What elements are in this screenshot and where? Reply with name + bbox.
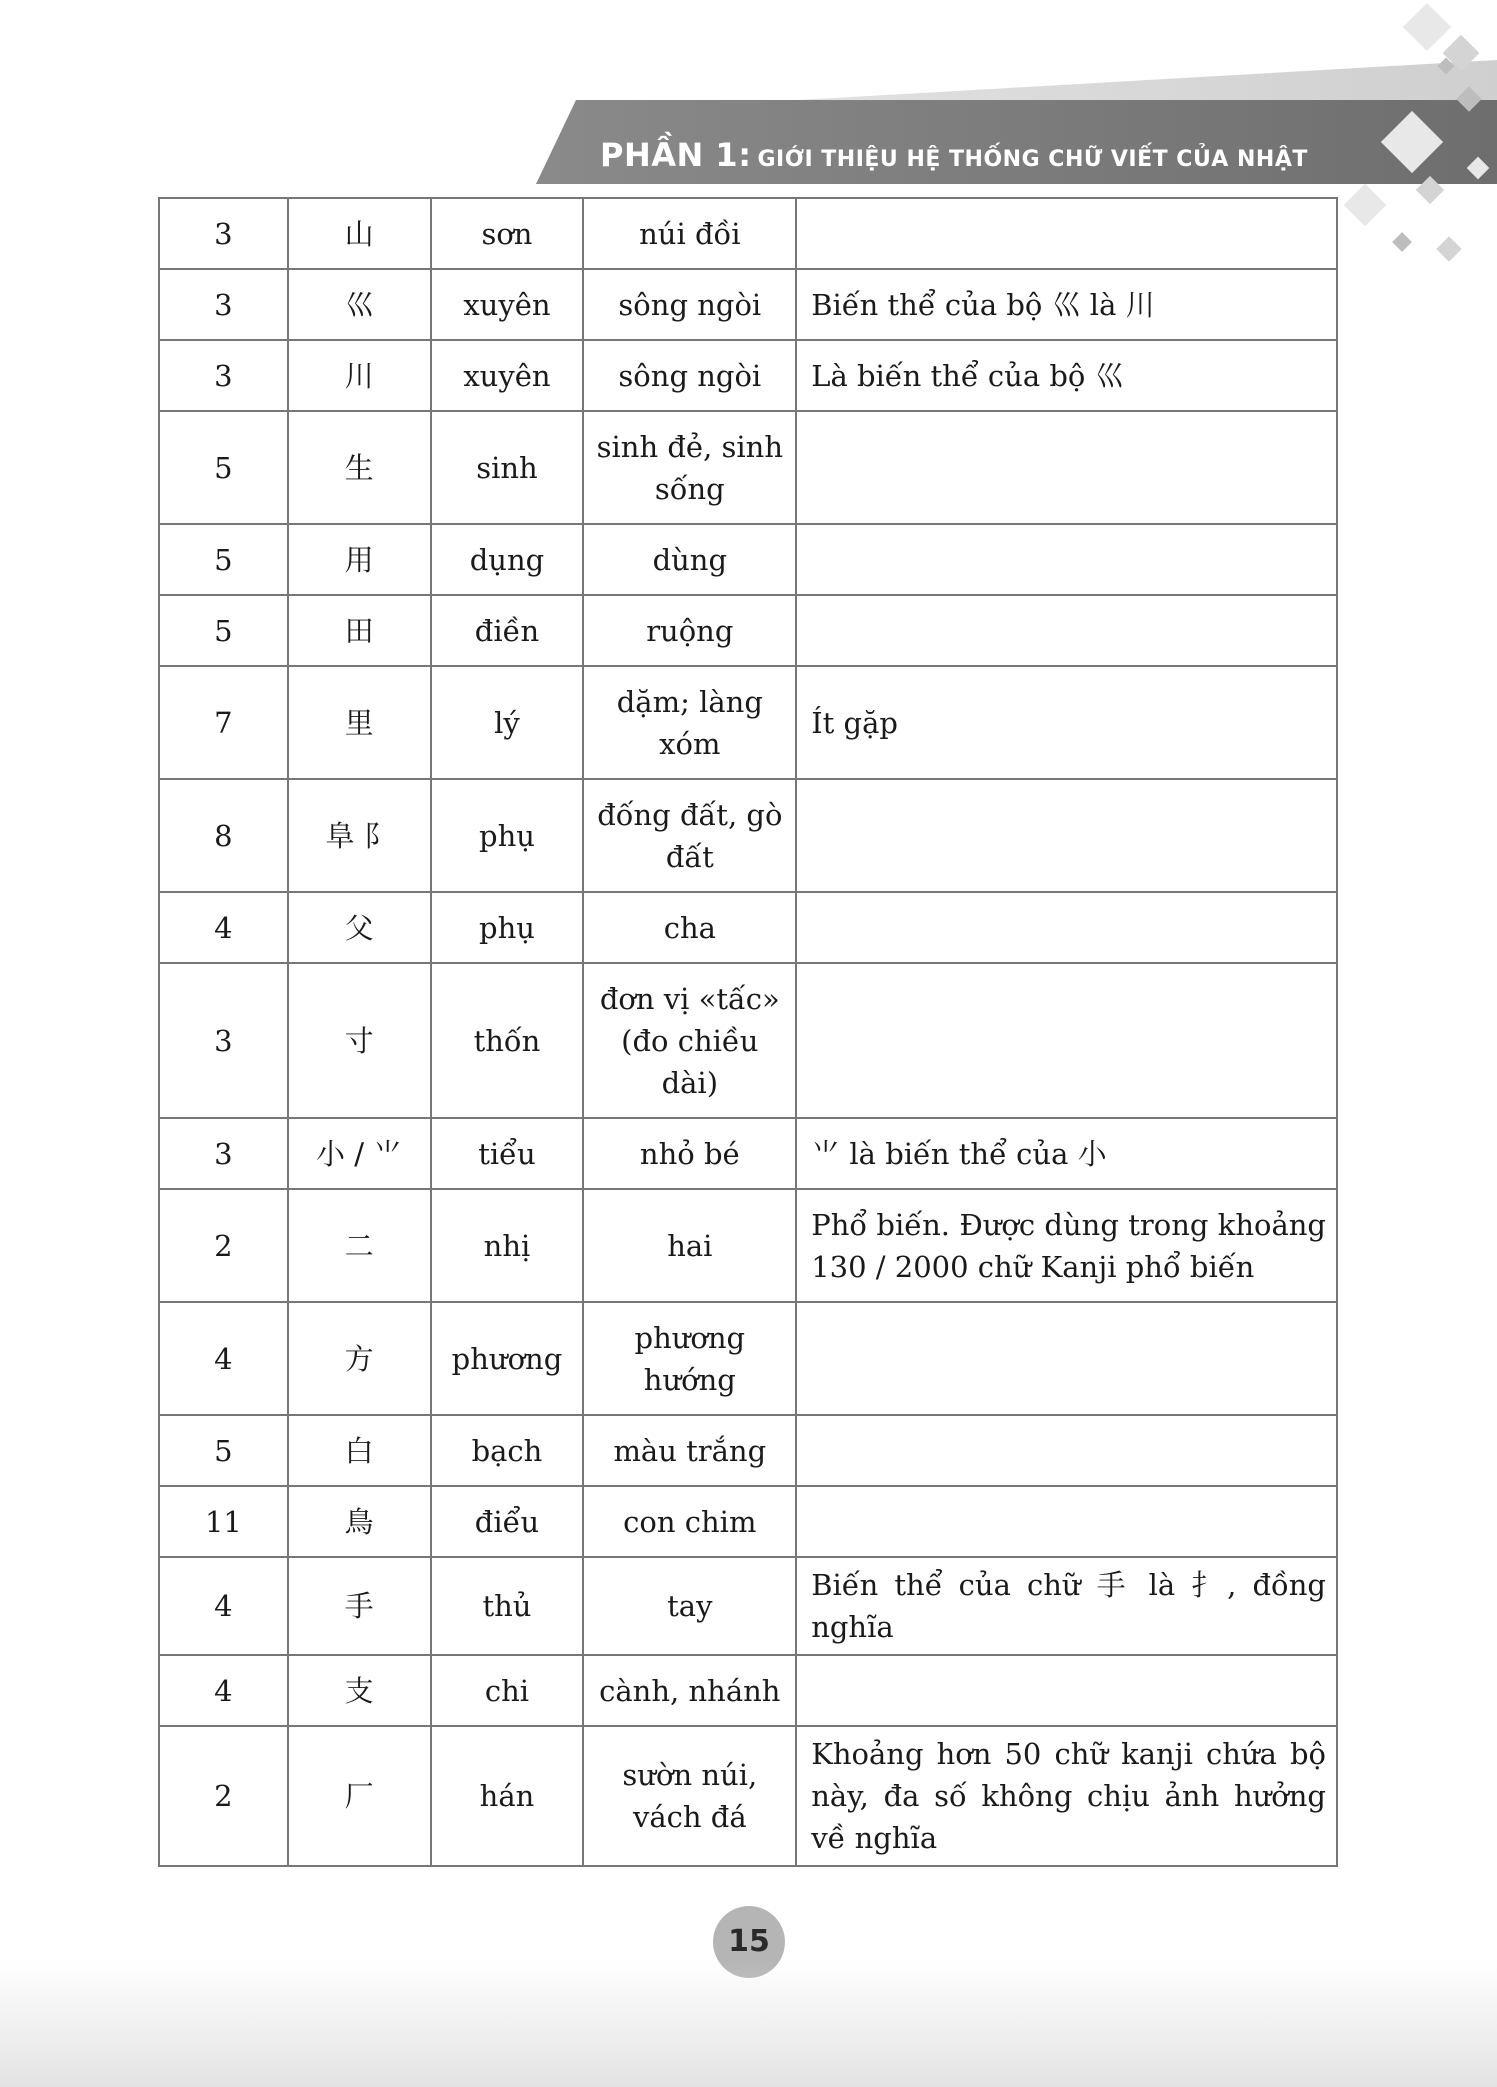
radicals-table-body xyxy=(159,198,1337,1866)
decorative-diamond xyxy=(1344,184,1386,226)
meaning-cell: sinh đẻ, sinh sống xyxy=(583,411,796,524)
sino-vietnamese-name-cell: lý xyxy=(431,666,584,779)
table-row xyxy=(159,1189,1337,1302)
note-cell xyxy=(796,1655,1337,1726)
stroke-count-cell: 2 xyxy=(159,1189,288,1302)
meaning-cell: sông ngòi xyxy=(583,269,796,340)
meaning-cell: dùng xyxy=(583,524,796,595)
sino-vietnamese-name-cell: sinh xyxy=(431,411,584,524)
stroke-count-cell: 5 xyxy=(159,524,288,595)
stroke-count-cell: 4 xyxy=(159,892,288,963)
sino-vietnamese-name-cell: sơn xyxy=(431,198,584,269)
page-number: 15 xyxy=(713,1906,785,1978)
note-cell: Biến thể của bộ 巛 là 川 xyxy=(796,269,1337,340)
note-cell: Biến thể của chữ 手 là 扌, đồng nghĩa xyxy=(796,1557,1337,1655)
stroke-count-cell: 8 xyxy=(159,779,288,892)
radical-cell: 里 xyxy=(288,666,431,779)
stroke-count-cell: 3 xyxy=(159,1118,288,1189)
note-cell: Là biến thể của bộ 巛 xyxy=(796,340,1337,411)
sino-vietnamese-name-cell: phụ xyxy=(431,892,584,963)
meaning-cell: hai xyxy=(583,1189,796,1302)
table-row xyxy=(159,892,1337,963)
stroke-count-cell: 5 xyxy=(159,411,288,524)
meaning-cell: dặm; làng xóm xyxy=(583,666,796,779)
stroke-count-cell: 3 xyxy=(159,340,288,411)
table-row xyxy=(159,1415,1337,1486)
sino-vietnamese-name-cell: hán xyxy=(431,1726,584,1866)
radical-cell: 生 xyxy=(288,411,431,524)
table-row xyxy=(159,779,1337,892)
table-row xyxy=(159,1302,1337,1415)
table-row xyxy=(159,1655,1337,1726)
sino-vietnamese-name-cell: xuyên xyxy=(431,340,584,411)
sino-vietnamese-name-cell: bạch xyxy=(431,1415,584,1486)
table-row xyxy=(159,340,1337,411)
note-cell xyxy=(796,411,1337,524)
radical-cell: 寸 xyxy=(288,963,431,1118)
sino-vietnamese-name-cell: xuyên xyxy=(431,269,584,340)
note-cell xyxy=(796,198,1337,269)
radical-cell: 鳥 xyxy=(288,1486,431,1557)
stroke-count-cell: 4 xyxy=(159,1557,288,1655)
sino-vietnamese-name-cell: điểu xyxy=(431,1486,584,1557)
stroke-count-cell: 5 xyxy=(159,595,288,666)
radical-cell: 山 xyxy=(288,198,431,269)
stroke-count-cell: 4 xyxy=(159,1302,288,1415)
note-cell xyxy=(796,1415,1337,1486)
table-row xyxy=(159,1118,1337,1189)
table-row xyxy=(159,963,1337,1118)
table-row xyxy=(159,1486,1337,1557)
section-part-label: PHẦN 1: xyxy=(600,136,752,174)
footer-gradient xyxy=(0,1960,1497,2087)
radical-cell: 手 xyxy=(288,1557,431,1655)
note-cell: Phổ biến. Được dùng trong khoảng 130 / 2000 chữ Kanji phổ biến xyxy=(796,1189,1337,1302)
note-cell xyxy=(796,524,1337,595)
note-cell: Khoảng hơn 50 chữ kanji chứa bộ này, đa số không chịu ảnh hưởng về nghĩa xyxy=(796,1726,1337,1866)
meaning-cell: cành, nhánh xyxy=(583,1655,796,1726)
sino-vietnamese-name-cell: phụ xyxy=(431,779,584,892)
table-row xyxy=(159,198,1337,269)
note-cell: Ít gặp xyxy=(796,666,1337,779)
decorative-diamond xyxy=(1392,232,1412,252)
stroke-count-cell: 3 xyxy=(159,269,288,340)
section-header xyxy=(600,130,1308,180)
meaning-cell: cha xyxy=(583,892,796,963)
radical-cell: 巛 xyxy=(288,269,431,340)
stroke-count-cell: 3 xyxy=(159,963,288,1118)
meaning-cell: con chim xyxy=(583,1486,796,1557)
section-subtitle: GIỚI THIỆU HỆ THỐNG CHỮ VIẾT CỦA NHẬT xyxy=(757,147,1308,172)
sino-vietnamese-name-cell: thủ xyxy=(431,1557,584,1655)
decorative-diamond xyxy=(1436,236,1461,261)
sino-vietnamese-name-cell: phương xyxy=(431,1302,584,1415)
radical-cell: 小 / ⺌ xyxy=(288,1118,431,1189)
table-row xyxy=(159,1557,1337,1655)
radical-cell: 二 xyxy=(288,1189,431,1302)
sino-vietnamese-name-cell: chi xyxy=(431,1655,584,1726)
stroke-count-cell: 7 xyxy=(159,666,288,779)
sino-vietnamese-name-cell: tiểu xyxy=(431,1118,584,1189)
radical-cell: 方 xyxy=(288,1302,431,1415)
radicals-table xyxy=(158,197,1338,1867)
table-row xyxy=(159,411,1337,524)
radical-cell: 用 xyxy=(288,524,431,595)
meaning-cell: ruộng xyxy=(583,595,796,666)
stroke-count-cell: 11 xyxy=(159,1486,288,1557)
radical-cell: 田 xyxy=(288,595,431,666)
meaning-cell: màu trắng xyxy=(583,1415,796,1486)
radical-cell: 厂 xyxy=(288,1726,431,1866)
meaning-cell: sườn núi, vách đá xyxy=(583,1726,796,1866)
note-cell xyxy=(796,1302,1337,1415)
radical-cell: 川 xyxy=(288,340,431,411)
meaning-cell: nhỏ bé xyxy=(583,1118,796,1189)
decorative-diamond xyxy=(1403,3,1451,51)
note-cell xyxy=(796,963,1337,1118)
table-row xyxy=(159,269,1337,340)
meaning-cell: sông ngòi xyxy=(583,340,796,411)
radical-cell: 阜 阝 xyxy=(288,779,431,892)
sino-vietnamese-name-cell: điền xyxy=(431,595,584,666)
meaning-cell: đống đất, gò đất xyxy=(583,779,796,892)
note-cell xyxy=(796,892,1337,963)
meaning-cell: phương hướng xyxy=(583,1302,796,1415)
meaning-cell: đơn vị «tấc» (đo chiều dài) xyxy=(583,963,796,1118)
note-cell: ⺌ là biến thể của 小 xyxy=(796,1118,1337,1189)
radical-cell: 支 xyxy=(288,1655,431,1726)
note-cell xyxy=(796,779,1337,892)
sino-vietnamese-name-cell: nhị xyxy=(431,1189,584,1302)
meaning-cell: núi đồi xyxy=(583,198,796,269)
table-row xyxy=(159,666,1337,779)
stroke-count-cell: 3 xyxy=(159,198,288,269)
note-cell xyxy=(796,1486,1337,1557)
sino-vietnamese-name-cell: thốn xyxy=(431,963,584,1118)
stroke-count-cell: 5 xyxy=(159,1415,288,1486)
table-row xyxy=(159,524,1337,595)
table-row xyxy=(159,1726,1337,1866)
sino-vietnamese-name-cell: dụng xyxy=(431,524,584,595)
stroke-count-cell: 2 xyxy=(159,1726,288,1866)
note-cell xyxy=(796,595,1337,666)
radical-cell: 父 xyxy=(288,892,431,963)
table-row xyxy=(159,595,1337,666)
radical-cell: 白 xyxy=(288,1415,431,1486)
meaning-cell: tay xyxy=(583,1557,796,1655)
stroke-count-cell: 4 xyxy=(159,1655,288,1726)
